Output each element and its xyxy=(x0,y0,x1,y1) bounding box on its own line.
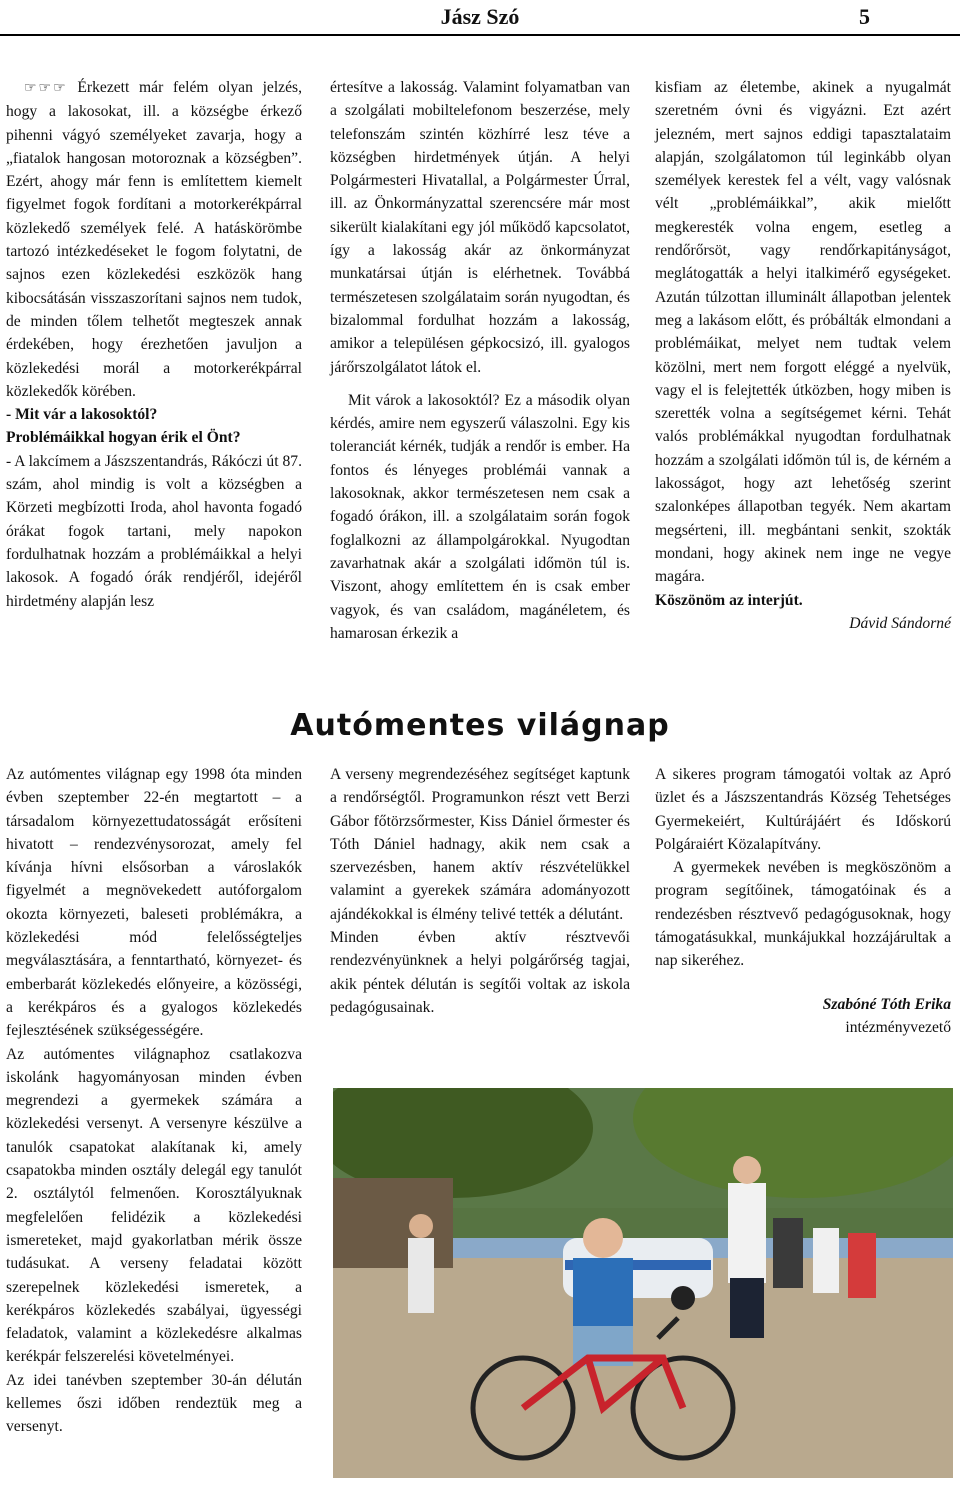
interview-paragraph: kisfiam az életembe, akinek a nyugalmát szeretném óvni és vigyázni. Ezt azért jelezném, mert sajnos eddigi tapasztalataim alapján, szolgálatomon túl leginkább olyan személyek kerestek fel a vélt, vagy valósnak vélt „problémáikkal”, akik mielőtt megkeresték volna engem, esetleg a rendőrőrsöt, vagy rendőrkapitányságot, meglátogatták a helyi italkimérő egységeket. Azután túlzottan illuminált állapotban jelentek meg a lakásom előtt, és próbálták elmondani a problémáikat, melyet nem tudtak velem közölni, mert nem forgott eléggé a nyelvük, vagy el is felejtették útközben, hogy miben is szerették volna a segítségemet kérni. Tehát valós problémákkal nyugodtan fordulhatnak hozzám a szolgálati időmön túl is, de kérném a lakosságot, hogy azt lehetőség szerint szalonképes állapotban tegyék. Nem akartam megsérteni, ill. megbántani senkit, szokták mondani, hogy akinek nem inge ne vegye magára. xyxy=(655,79,951,586)
article-title: Autómentes világnap xyxy=(290,708,670,743)
photo-officer xyxy=(728,1183,766,1283)
article-column-1 xyxy=(6,763,302,1439)
article-column-3 xyxy=(655,763,951,1039)
article-column-2 xyxy=(330,763,630,1019)
page-header xyxy=(0,0,960,36)
photo-bystander xyxy=(813,1228,839,1293)
interview-column-3 xyxy=(655,76,951,635)
article-paragraph: Az idei tanévben szeptember 30-án délután kellemes őszi időben rendeztük meg a versenyt. xyxy=(6,1371,302,1436)
interview-paragraph: - A lakcímem a Jászszentandrás, Rákóczi út 87. szám, ahol mindig is volt a községben a Körzeti megbízotti Iroda, ahol havonta fogadó órákat fogok tartani, mely napokon fordulhatnak hozzám a problémáikkal a helyi lakosok. A fogadó órák rendjéről, idejéről hirdetmény alapján lesz xyxy=(6,452,302,610)
pointing-hand-icon: ☞☞☞ xyxy=(24,80,68,96)
interview-question: Problémáikkal hogyan érik el Önt? xyxy=(6,429,241,447)
photo-officer-head xyxy=(733,1156,761,1184)
photo-bystander xyxy=(773,1218,803,1288)
interview-column-2 xyxy=(330,76,630,645)
photo-illustration xyxy=(333,1088,953,1478)
photo-officer-trousers xyxy=(730,1278,764,1338)
photo-car-wheel xyxy=(671,1286,695,1310)
article-paragraph: Minden évben aktív résztvevői rendezvényünknek a helyi polgárőrség tagjai, akik péntek délután is segítői voltak az iskola pedagógusainak. xyxy=(330,929,630,1016)
article-paragraph: Az autómentes világnap egy 1998 óta minden évben szeptember 22-én megtartott – a társadalom környezettudatosságát erősíteni hivatott – rendezvénysorozat, amely fel kívánja hívni elsősorban a városlakók figyelmét a megnövekedett autóforgalom okozta környezeti, baleseti problémákra, a közlekedési mód felelősségteljes megválasztására, a fenntartható, környezet- és emberbarát közlekedés előnyeire, a közösségi, a kerékpáros és a gyalogos közlekedés fejlesztésének szükségességére. xyxy=(6,766,302,1040)
interview-question: - Mit vár a lakosoktól? xyxy=(6,406,158,424)
photo-boy-head xyxy=(583,1218,623,1258)
photo-bystander-head xyxy=(409,1214,433,1238)
interview-paragraph: Mit várok a lakosoktól? Ez a második olyan kérdés, amire nem egyszerű válaszolni. Egy kis toleranciát kérnék, tudják a rendőr is ember. Ha fontos és lényeges problémái vannak a lakosoknak, akkor természetesen nem csak a fogadó órákon, ill. a szolgálataim során fogok foglalkozni az állampolgárokkal. Nyugodtan zavarhatnak akár a szolgálati időmön túl is. Viszont, ahogy említettem én is csak ember vagyok, és van családom, magánéletem, és hamarosan érkezik a xyxy=(330,391,630,642)
photo-bystander xyxy=(848,1233,876,1298)
photo-bystander xyxy=(408,1238,434,1313)
newspaper-title: Jász Szó xyxy=(440,4,520,29)
article-signature-role: intézményvezető xyxy=(845,1018,951,1036)
article-paragraph: A verseny megrendezéséhez segítséget kaptunk a rendőrségtől. Programunkon részt vett Berzi Gábor főtörzsőrmester, Kiss Dániel őrmester és Tóth Dániel hadnagy, akik nem csak a szervezésben, hanem aktív részvételükkel valamint a gyerekek számára adományozott ajándékokkal is élmény telivé tették a délutánt. xyxy=(330,766,630,923)
interview-paragraph: értesítve a lakosság. Valamint folyamatban van a szolgálati mobiltelefonom beszerzése, mely telefonszám szintén közhírré lesz téve a községben hirdetmények útján. A helyi Polgármesteri Hivatallal, a Polgármester Úrral, ill. az Önkormányzattal szerencsére már most sikerült kialakítani egy jól működő kapcsolatot, így a lakosság akár az önkormányzat munkatársai útján is elérhetnek. Továbbá természetesen szolgálataim során nyugodtan, és bizalommal fordulhat hozzám a lakosság, amikor a településen gépkocsizó, ill. gyalogos járőrszolgálatot látok el. xyxy=(330,79,630,376)
article-signature: Szabóné Tóth Erika xyxy=(822,995,951,1013)
photo-building xyxy=(333,1178,453,1268)
interview-signature: Dávid Sándorné xyxy=(849,614,951,632)
interview-thanks: Köszönöm az interjút. xyxy=(655,591,803,609)
event-photo xyxy=(333,1088,953,1478)
photo-boy-shirt xyxy=(573,1258,633,1328)
article-paragraph: A gyermekek nevében is megköszönöm a program segítőinek, támogatóinak és a rendezésben résztvevő pedagógusoknak, hogy támogatásukkal, munkájukkal hozzájárultak a nap sikeréhez. xyxy=(655,859,951,970)
page-number: 5 xyxy=(859,4,870,29)
article-paragraph: A sikeres program támogatói voltak az Apró üzlet és a Jászszentandrás Község Tehetséges Gyermekeiért, Kultúrájáért és Időskorú Polgáraiért Közalapítvány. xyxy=(655,766,951,853)
interview-column-1 xyxy=(6,76,302,613)
article-paragraph: Az autómentes világnaphoz csatlakozva iskolánk hagyományosan minden évben megrendezi a gyermekek számára a közlekedési versenyt. A versenyre készülve a tanulók csapatokat alakítanak ki, amely csapatokba minden osztály delegál egy tanulót 2. osztálytól felmenően. Korosztályuknak megfelelően felidézik a közlekedési ismereteket, majd gyakorlatban mérik össze tudásukat. A verseny feladatai között szerepelnek közlekedési ismeretek, a kerékpáros közlekedés szabályai, ügyességi feladatok, valamint a közlekedésre alkalmas kerékpár felszerelési követelményei. xyxy=(6,1045,302,1366)
interview-paragraph: ☞☞☞ Érkezett már felém olyan jelzés, hogy a lakosokat, ill. a községbe érkező pihenni vágyó személyeket zavarja, hogy a „fiatalok hangosan motoroznak a községben”. Ezért, ahogy már fenn is említettem kiemelt figyelmet fogok fordítani a motorkerékpárral közlekedő személyek felé. A hatáskörömbe tartozó intézkedéseket le fogom folytatni, de sajnos ezen közlekedési eszközök hang kibocsátásán visszaszorítani sajnos nem tudok, de minden tőlem telhetőt megteszek annak érdekében, hogy érezhetően javuljon a közlekedési morál a motorkerékpárral közlekedők körében. xyxy=(6,79,302,400)
